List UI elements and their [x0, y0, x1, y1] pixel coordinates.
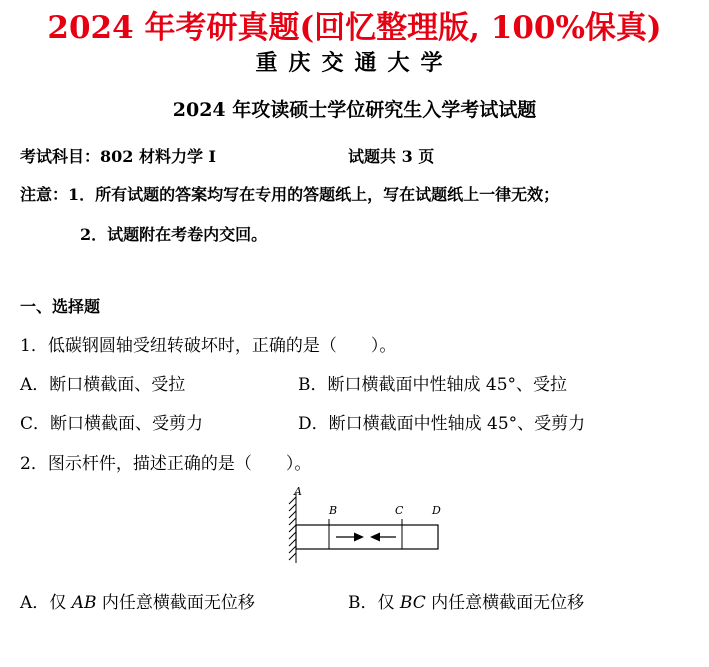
banner-title: 2024 年考研真题(回忆整理版, 100%保真) — [47, 10, 662, 46]
question-1-option-b: B．断口横截面中性轴成 45°、受拉 — [298, 375, 568, 395]
question-2-stem: 2．图示杆件，描述正确的是（ ）。 — [20, 454, 312, 474]
question-1-option-c: C．断口横截面、受剪力 — [20, 414, 204, 434]
option-a-suffix: 内任意横截面无位移 — [96, 593, 255, 613]
notice-line-2: 2．试题附在考卷内交回。 — [80, 225, 268, 244]
label-a: A — [294, 485, 302, 498]
label-c: C — [395, 504, 404, 517]
fixed-wall — [289, 493, 296, 563]
option-b-suffix: 内任意横截面无位移 — [425, 593, 585, 613]
force-arrow-right-icon — [336, 533, 364, 542]
option-b-prefix: B．仅 — [348, 593, 400, 613]
bar-diagram — [284, 485, 444, 565]
exam-title: 2024 年攻读硕士学位研究生入学考试试题 — [172, 99, 537, 121]
university-name: 重庆交通大学 — [255, 50, 454, 76]
option-a-prefix: A．仅 — [20, 593, 72, 613]
label-b: B — [329, 504, 338, 517]
section-heading: 一、选择题 — [20, 297, 101, 316]
question-2-option-b — [348, 588, 584, 613]
option-a-variable: AB — [71, 593, 97, 613]
force-arrow-left-icon — [370, 533, 396, 542]
page-count: 试题共 3 页 — [348, 147, 435, 166]
bar-body — [296, 525, 438, 549]
notice-line-1: 注意：1．所有试题的答案均写在专用的答题纸上，写在试题纸上一律无效； — [20, 185, 560, 204]
option-b-variable: BC — [399, 593, 426, 613]
exam-subject: 考试科目：802 材料力学 I — [20, 147, 217, 166]
question-2-option-a — [20, 588, 255, 613]
question-1-option-d: D．断口横截面中性轴成 45°、受剪力 — [298, 414, 586, 434]
label-d: D — [432, 504, 441, 517]
question-1-option-a: A．断口横截面、受拉 — [20, 375, 186, 395]
question-1-stem: 1．低碳钢圆轴受纽转破坏时，正确的是（ ）。 — [20, 336, 397, 356]
